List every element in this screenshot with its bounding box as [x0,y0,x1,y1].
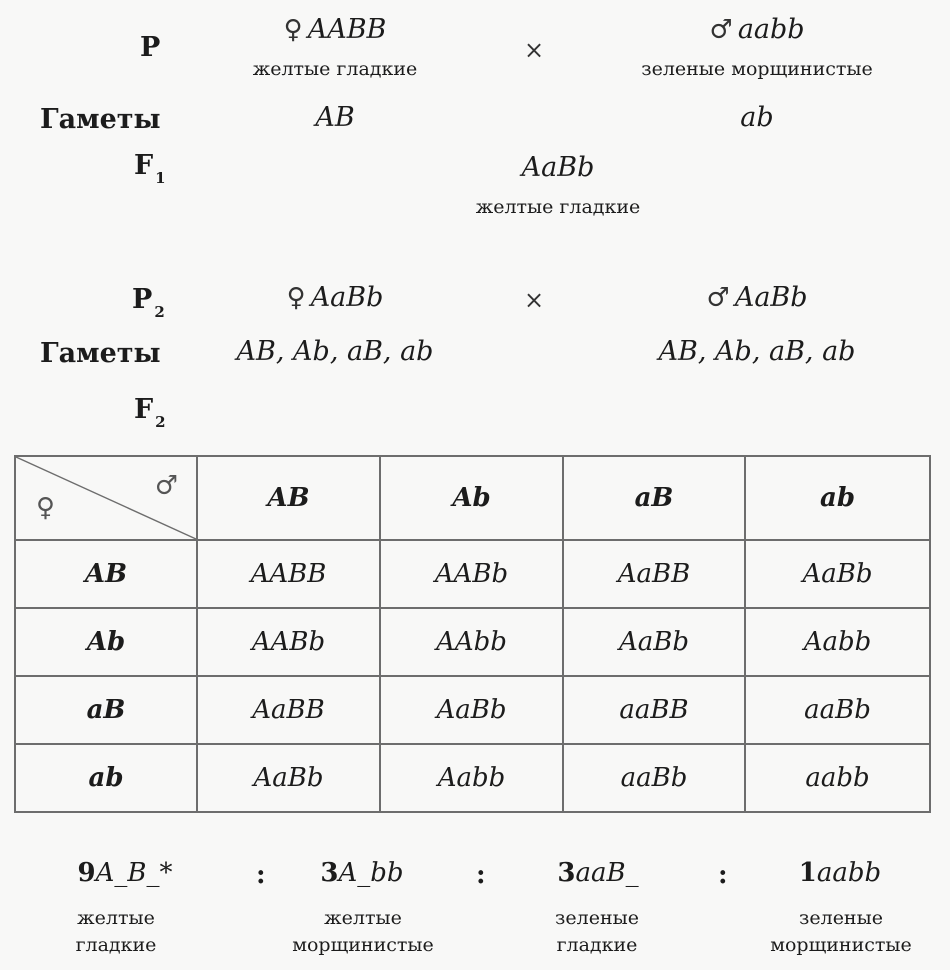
ratio-item-2: 3A_bb [320,858,404,888]
f1-genotype: AaBb [521,152,595,183]
ratio-phenotype-2: желтые морщинистые [292,907,434,956]
column-header: Ab [380,456,563,540]
genotype-cell: AABb [197,608,380,676]
male-icon: ♂ [706,283,730,313]
p-female-genotype [284,14,387,45]
p-male-phenotype: зеленые морщинистые [641,58,873,80]
column-header: AB [197,456,380,540]
row-header: Ab [15,608,197,676]
row-header: aB [15,676,197,744]
genotype-cell: AABb [380,540,563,608]
male-gamete: ab [740,102,774,133]
p-female-phenotype: желтые гладкие [252,58,418,80]
male-icon: ♂ [154,471,178,501]
genotype-cell: aabb [745,744,930,812]
genotype-cell: AABB [197,540,380,608]
table-row [15,608,930,676]
genotype-cell: AaBb [745,540,930,608]
ratio-separator: : [476,860,486,890]
genotype: AaBb [310,282,384,313]
f1-label: F $_1$ [134,150,166,187]
female-icon: ♀ [286,283,306,313]
f2-label: F $_2$ [134,394,166,431]
genotype-cell: aaBB [563,676,745,744]
genotype-cell: Aabb [745,608,930,676]
table-row [15,676,930,744]
column-header: aB [563,456,745,540]
female-gametes: AB, Ab, aB, ab [236,336,434,367]
corner-cell [15,456,197,540]
cross-sign: × [524,286,545,314]
p2-male-genotype [706,282,807,313]
f1-phenotype: желтые гладкие [475,196,641,218]
table-row [15,744,930,812]
gametes-label: Гаметы [40,338,161,369]
genotype-cell: AAbb [380,608,563,676]
genotype-cell: aaBb [563,744,745,812]
column-header: ab [745,456,930,540]
genotype-cell: aaBb [745,676,930,744]
male-icon: ♂ [709,15,733,45]
female-icon: ♀ [36,493,56,523]
ratio-separator: : [718,860,728,890]
p-label: P [140,32,161,63]
ratio-phenotype-3: зеленые гладкие [555,907,639,956]
ratio-separator: : [256,860,266,890]
p2-label: P $_2$ [132,284,165,321]
p2-female-genotype [287,282,384,313]
genotype: AaBb [734,282,808,313]
genotype-cell: AaBB [197,676,380,744]
ratio-item-1: 9A_B_* [77,858,173,888]
genotype-cell: AaBB [563,540,745,608]
punnett-square [14,455,931,813]
genotype: AABB [307,14,387,45]
ratio-phenotype-1: желтые гладкие [75,907,157,956]
genotype: aabb [737,14,805,45]
gametes-label: Гаметы [40,104,161,135]
female-icon: ♀ [283,15,303,45]
ratio-item-4: 1aabb [798,858,882,888]
row-header: AB [15,540,197,608]
ratio-phenotype-4: зеленые морщинистые [770,907,912,956]
table-row [15,540,930,608]
genotype-cell: AaBb [380,676,563,744]
genotype-cell: Aabb [380,744,563,812]
ratio-item-3: 3aaB_ [557,858,639,888]
genotype-cell: AaBb [197,744,380,812]
p-male-genotype [709,14,804,45]
male-gametes: AB, Ab, aB, ab [658,336,856,367]
cross-sign: × [524,36,545,64]
female-gamete: AB [315,102,355,133]
row-header: ab [15,744,197,812]
genotype-cell: AaBb [563,608,745,676]
